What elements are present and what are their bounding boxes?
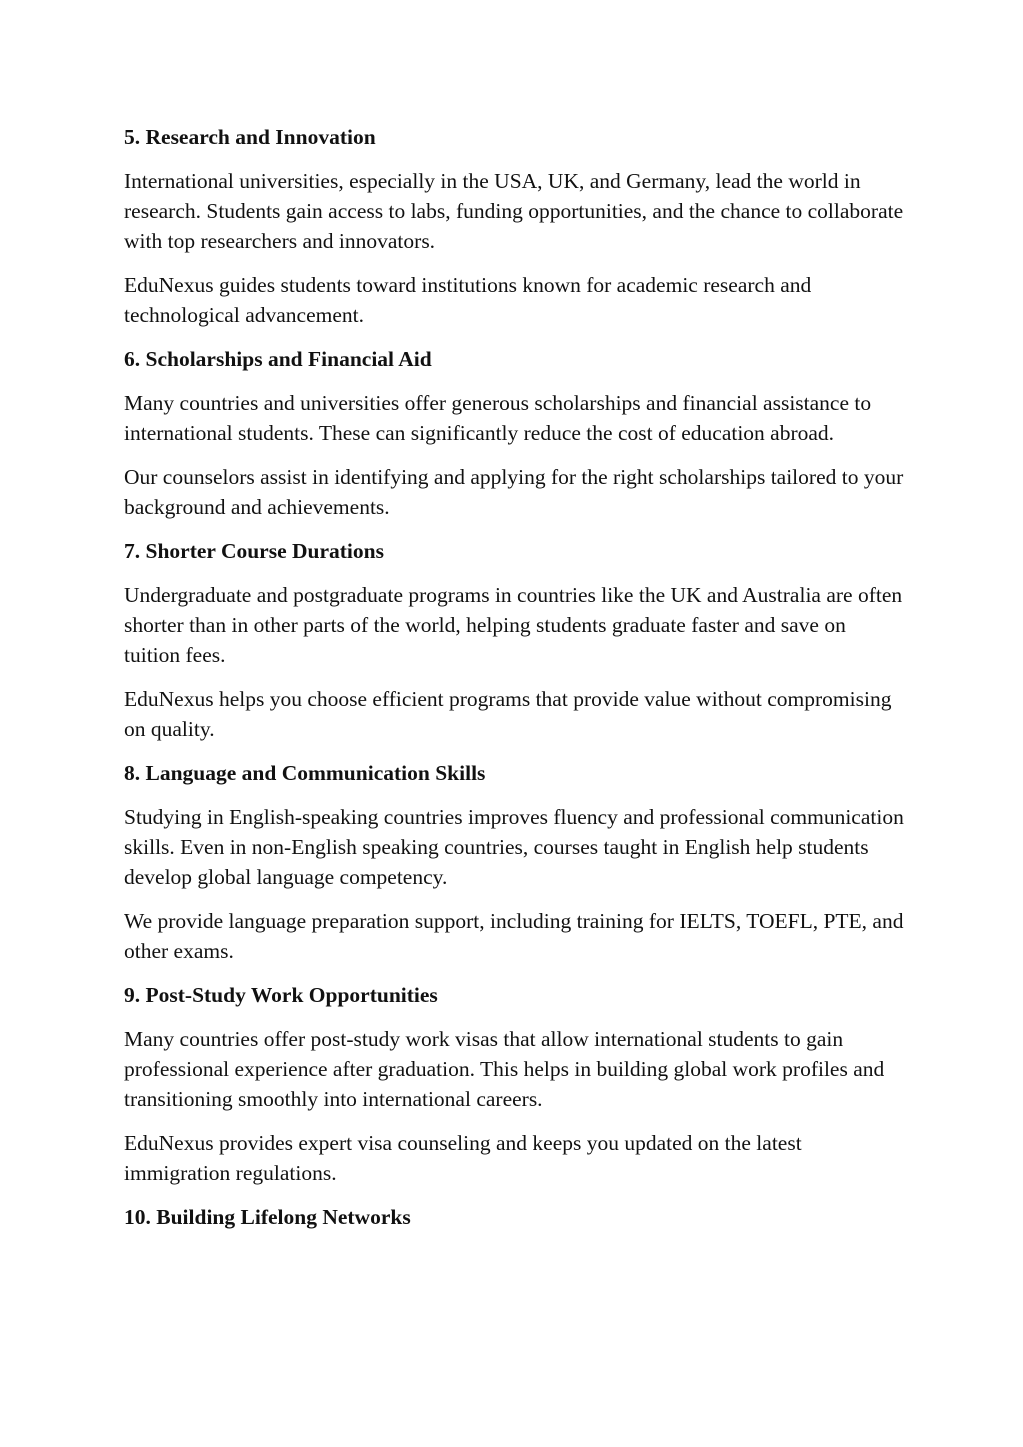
section-heading: 6. Scholarships and Financial Aid xyxy=(124,347,432,371)
paragraph: Many countries and universities offer generous scholarships and financial assistance to international students. These can significantly reduce the cost of education abroad. xyxy=(124,391,872,445)
section-heading: 8. Language and Communication Skills xyxy=(124,761,486,785)
section-heading: 7. Shorter Course Durations xyxy=(124,539,384,563)
section-heading: 9. Post-Study Work Opportunities xyxy=(124,983,438,1007)
document-page xyxy=(124,122,904,1246)
paragraph: EduNexus helps you choose efficient programs that provide value without compromising on quality. xyxy=(124,687,892,741)
section-post-study-work xyxy=(124,980,904,1188)
paragraph: EduNexus guides students toward institutions known for academic research and technological advancement. xyxy=(124,273,812,327)
section-heading: 10. Building Lifelong Networks xyxy=(124,1205,411,1229)
section-lifelong-networks xyxy=(124,1202,904,1232)
paragraph: We provide language preparation support, including training for IELTS, TOEFL, PTE, and other exams. xyxy=(124,909,904,963)
paragraph: Studying in English-speaking countries improves fluency and professional communication skills. Even in non-English speaking countries, courses taught in English help students develop global language competency. xyxy=(124,805,904,889)
paragraph: International universities, especially in the USA, UK, and Germany, lead the world in research. Students gain access to labs, funding opportunities, and the chance to collaborate with top researchers and innovators. xyxy=(124,169,904,253)
paragraph: Undergraduate and postgraduate programs in countries like the UK and Australia are often shorter than in other parts of the world, helping students graduate faster and save on tuition fees. xyxy=(124,583,903,667)
paragraph: EduNexus provides expert visa counseling and keeps you updated on the latest immigration regulations. xyxy=(124,1131,802,1185)
section-course-durations xyxy=(124,536,904,744)
section-scholarships xyxy=(124,344,904,522)
paragraph: Our counselors assist in identifying and applying for the right scholarships tailored to your background and achievements. xyxy=(124,465,904,519)
section-language-skills xyxy=(124,758,904,966)
section-research-innovation xyxy=(124,122,904,330)
paragraph: Many countries offer post-study work visas that allow international students to gain professional experience after graduation. This helps in building global work profiles and transitioning smoothly into international careers. xyxy=(124,1027,885,1111)
section-heading: 5. Research and Innovation xyxy=(124,125,376,149)
